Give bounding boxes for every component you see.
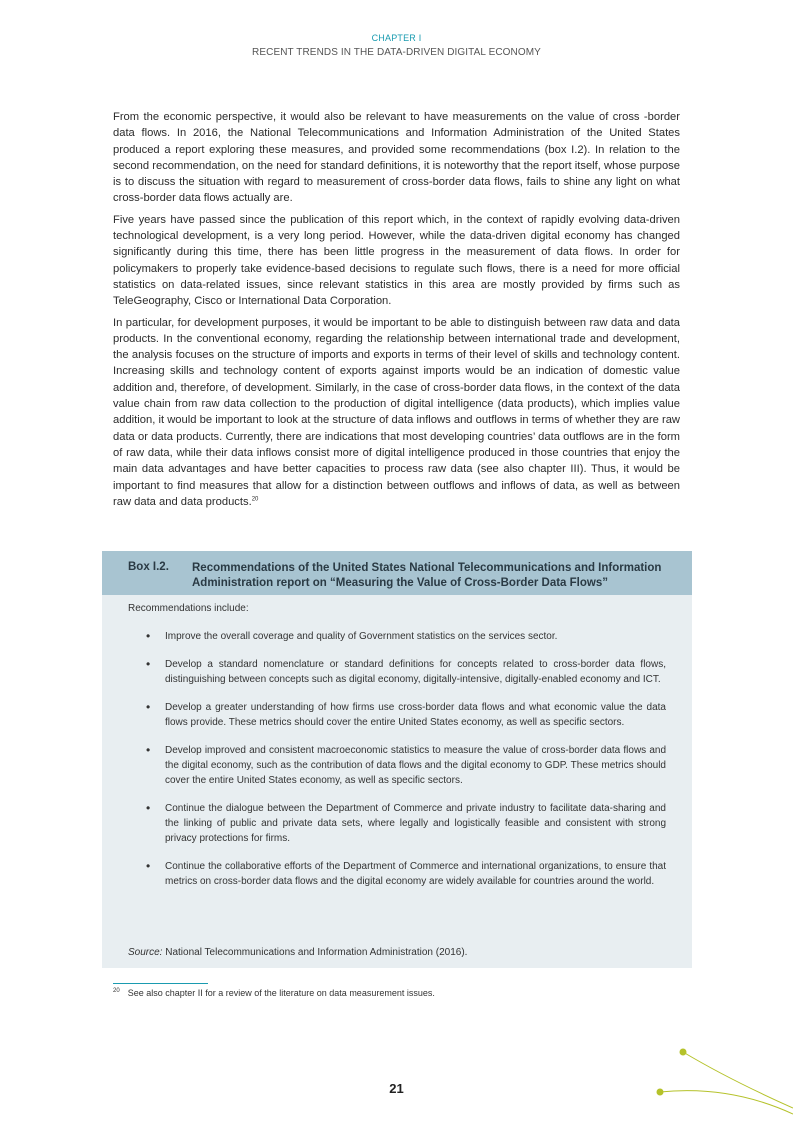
bullet-icon: • xyxy=(146,700,151,714)
bullet-icon: • xyxy=(146,629,151,643)
box-intro: Recommendations include: xyxy=(128,603,249,614)
box-source xyxy=(128,947,467,958)
list-item xyxy=(146,801,666,846)
page-header xyxy=(0,33,793,58)
chapter-title: RECENT TRENDS IN THE DATA-DRIVEN DIGITAL ECONOMY xyxy=(252,47,541,58)
bullet-icon: • xyxy=(146,801,151,815)
list-item xyxy=(146,657,666,687)
footnote-reference[interactable]: 20 xyxy=(251,496,259,503)
list-item xyxy=(146,743,666,788)
box-title: Recommendations of the United States National Telecommunications and Information Administration report on “Measuring the Value of Cross-Border Data Flows” xyxy=(192,562,662,589)
bullet-icon: • xyxy=(146,743,151,757)
recommendations-list xyxy=(146,629,666,902)
list-item-text: Improve the overall coverage and quality of Government statistics on the services sector. xyxy=(165,631,558,642)
list-item-text: Develop a standard nomenclature or standard definitions for concepts related to cross-border data flows, distinguishing between concepts such as digital economy, digitally-intensive, digitally-enabled economy and ICT. xyxy=(165,659,666,685)
bullet-icon: • xyxy=(146,859,151,873)
box-header xyxy=(102,551,692,595)
bullet-icon: • xyxy=(146,657,151,671)
list-item-text: Develop a greater understanding of how firms use cross-border data flows and what economic value the data flows provide. These metrics should cover the entire United States economy, as well as specific sectors. xyxy=(165,702,666,728)
list-item-text: Develop improved and consistent macroeconomic statistics to measure the value of cross-border data flows and the digital economy, such as the contribution of data flows and the digital economy to GDP. These metrics should cover the entire United States economy, as well as specific sectors. xyxy=(165,745,666,786)
footnote-text: See also chapter II for a review of the literature on data measurement issues. xyxy=(127,988,435,998)
source-text: National Telecommunications and Information Administration (2016). xyxy=(162,947,468,958)
paragraph: Five years have passed since the publication of this report which, in the context of rapidly evolving data-driven technological development, is a very long period. However, while the data-driven digital economy has changed significantly during this time, there has been little progress in the measurement of data flows. In order for policymakers to properly take evidence-based decisions to regulate such flows, there is a need for more official statistics on data-related issues, since relevant statistics in this area are mostly provided by firms such as TeleGeography, Cisco or International Data Corporation. xyxy=(113,213,680,308)
recommendations-box xyxy=(102,551,692,968)
paragraph: From the economic perspective, it would also be relevant to have measurements on the value of cross -border data flows. In 2016, the National Telecommunications and Information Administration of the United States produced a report exploring these measures, and provided some recommendations (box I.2). In relation to the second recommendation, on the need for standard definitions, it is noteworthy that the report itself, whose purpose is to discuss the situation with regard to measurement of cross-border data flows, fails to shine any light on what cross-border data flows actually are. xyxy=(113,111,680,205)
decorative-curves-icon xyxy=(640,1040,793,1122)
list-item-text: Continue the dialogue between the Department of Commerce and private industry to facilitate data-sharing and the linking of public and private data sets, where legally and logistically feasible and consistent with strong privacy protections for firms. xyxy=(165,803,666,844)
list-item-text: Continue the collaborative efforts of the Department of Commerce and international organizations, to ensure that metrics on cross-border data flows and the digital economy are widely available for countries around the world. xyxy=(165,861,666,887)
box-number: Box I.2. xyxy=(128,561,169,573)
list-item xyxy=(146,629,666,644)
body-text xyxy=(113,109,680,515)
footnote-number: 20 xyxy=(113,988,120,994)
chapter-label: CHAPTER I xyxy=(371,33,422,43)
footnote-divider xyxy=(113,983,208,984)
page-number: 21 xyxy=(389,1081,404,1096)
paragraph xyxy=(113,315,680,511)
source-label: Source: xyxy=(128,947,163,958)
list-item xyxy=(146,859,666,889)
paragraph-text: In particular, for development purposes, it would be important to be able to distinguish between raw data and data products. In the conventional economy, regarding the relationship between international trade and development, the analysis focuses on the structure of imports and exports in terms of their level of skills and technology content. Increasing skills and technology content of exports against imports would be an indication of domestic value addition and, therefore, of development. Similarly, in the case of cross-border data flows, in the context of the data value chain from raw data collection to the production of digital intelligence (data products), which implies value addition, it would be important to look at the structure of data inflows and outflows in terms of whether they are raw data or data products. Currently, there are indications that most developing countries’ data outflows are in the form of raw data, while their data inflows consist more of digital intelligence produced in those countries that enjoy the main data advantages and have better capacities to process raw data (see also chapter III). Thus, it would be important to find measures that allow for a distinction between outflows and inflows of data, as well as between raw data and data products. xyxy=(113,316,680,508)
footnote xyxy=(113,988,435,998)
list-item xyxy=(146,700,666,730)
